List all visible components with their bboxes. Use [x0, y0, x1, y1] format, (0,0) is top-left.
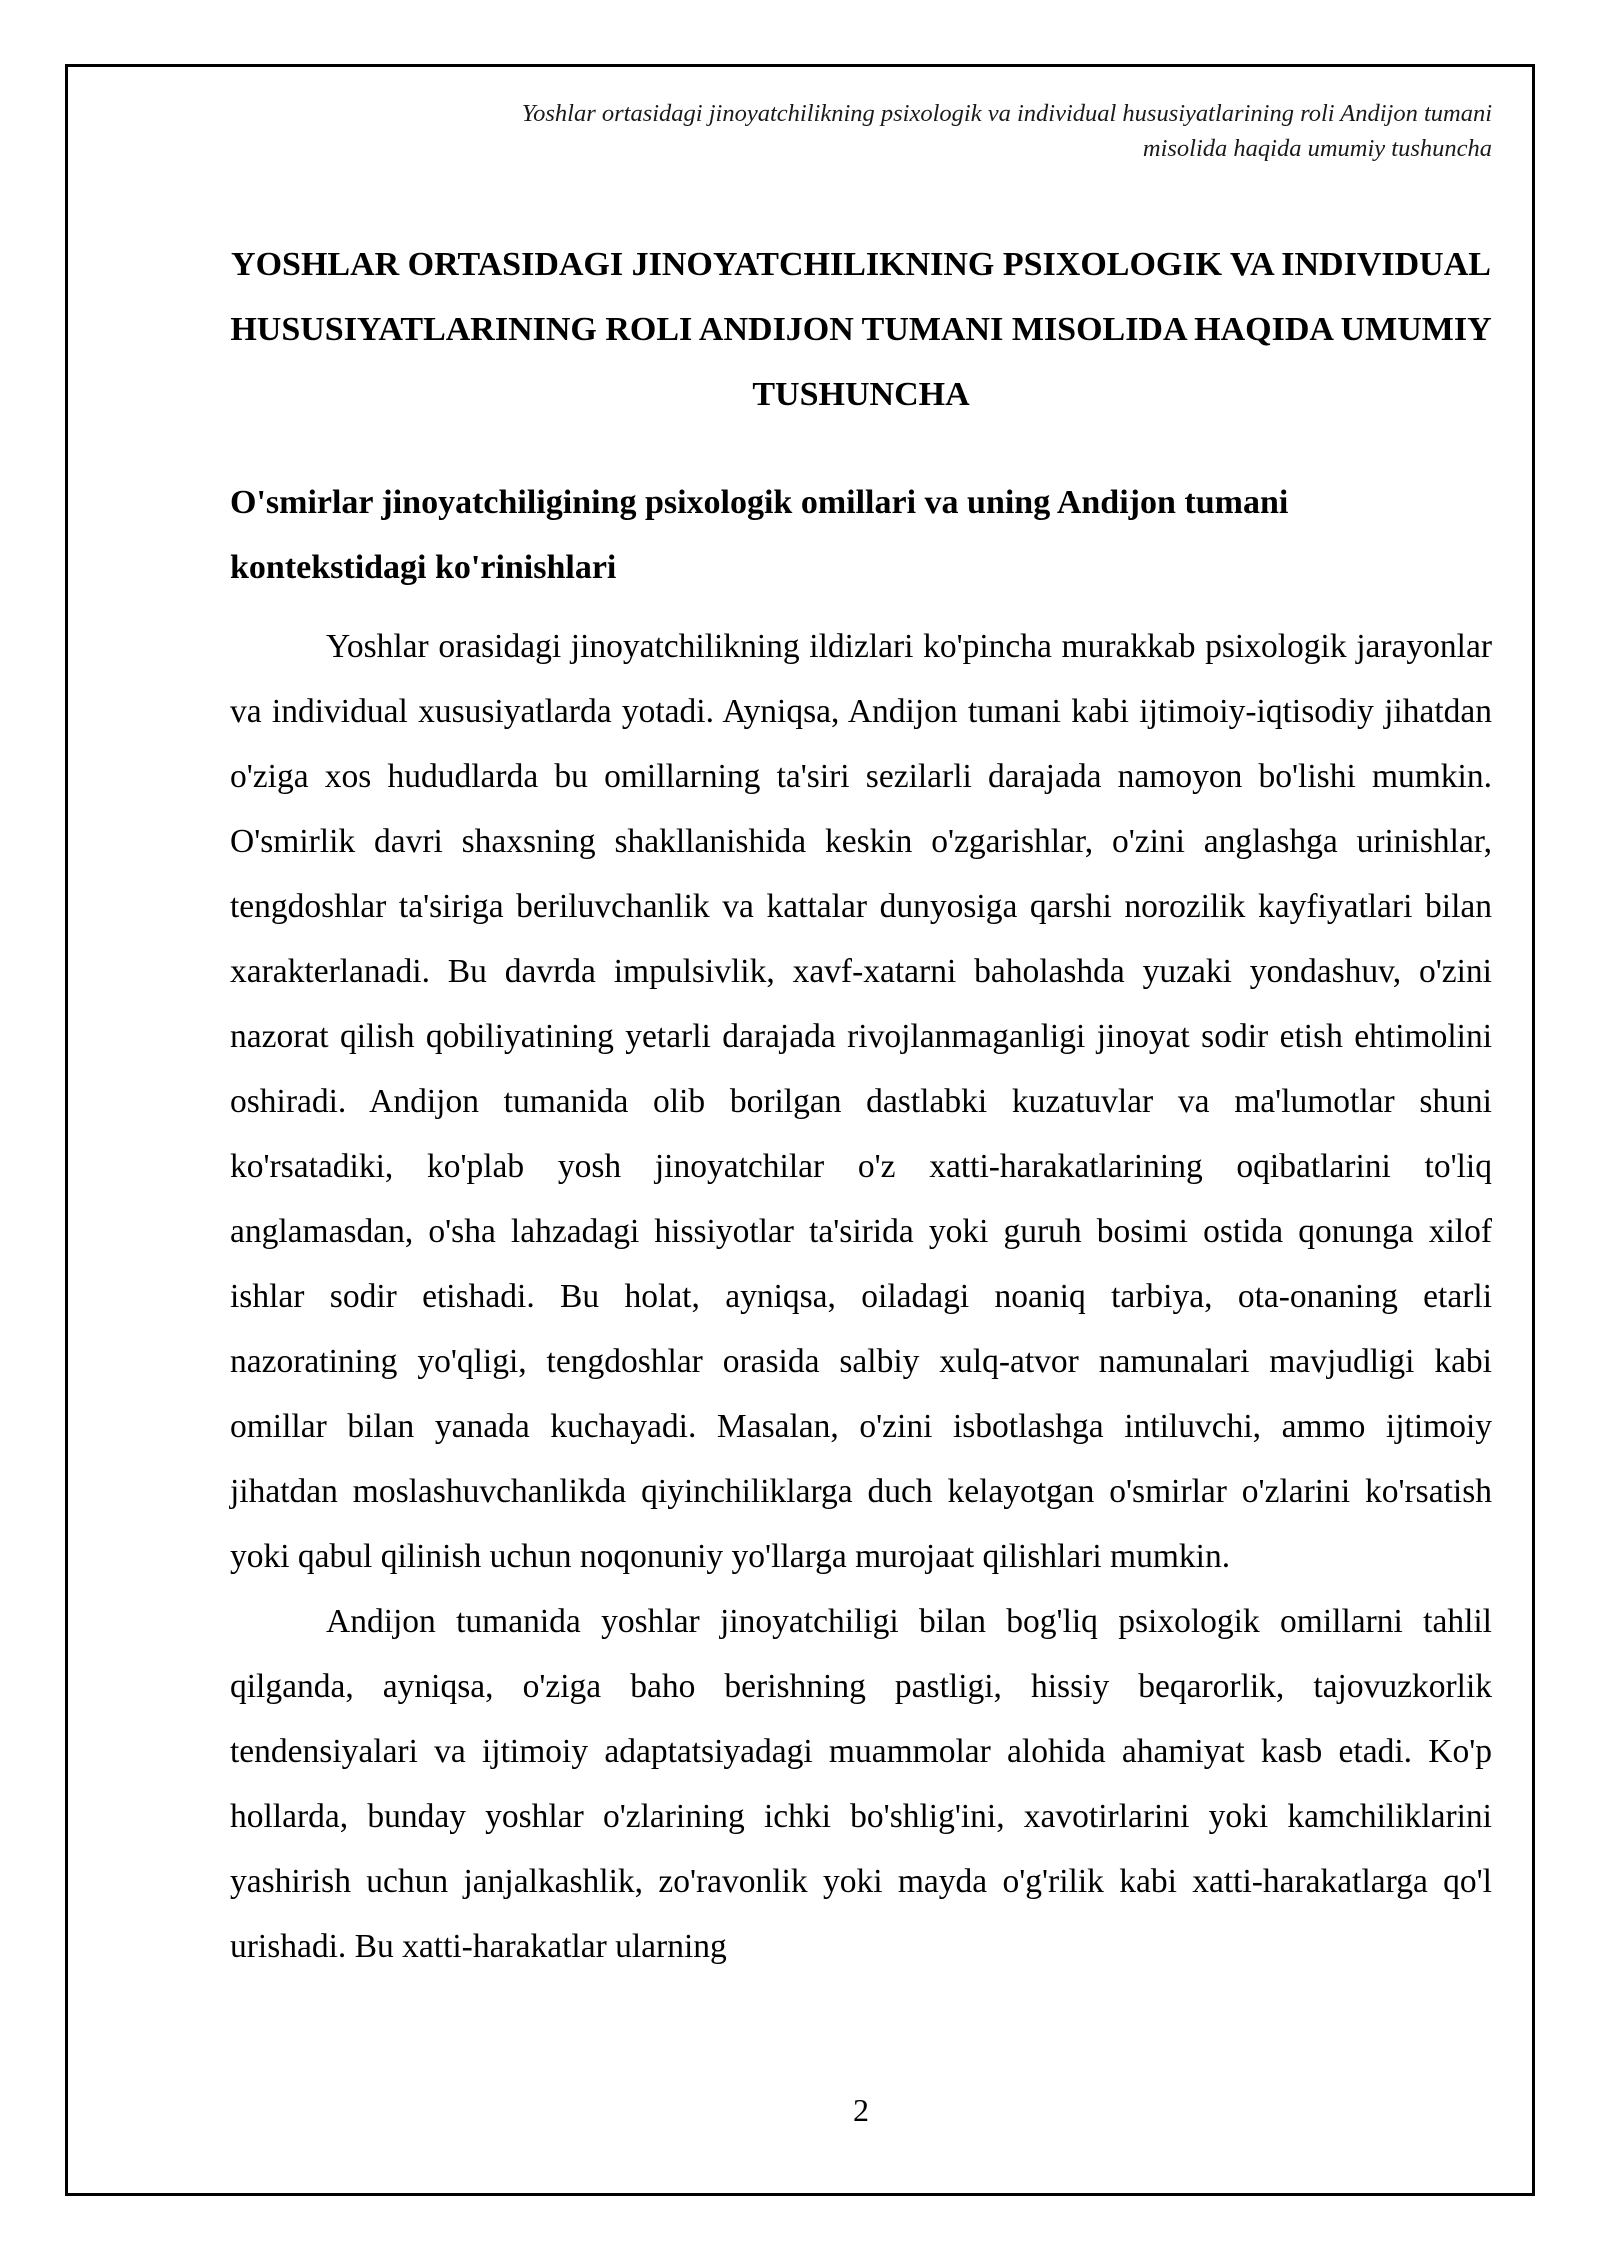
running-header	[230, 96, 1492, 166]
running-header-line-2: misolida haqida umumiy tushuncha	[1142, 135, 1492, 162]
paragraph: Yoshlar orasidagi jinoyatchilikning ildizlari ko'pincha murakkab psixologik jarayonlar va individual xususiyatlarda yotadi. Ayniqsa, Andijon tumani kabi ijtimoiy-iqtisodiy jihatdan o'ziga xos hududlarda bu omillarning ta'siri sezilarli darajada namoyon bo'lishi mumkin. O'smirlik davri shaxsning shakllanishida keskin o'zgarishlar, o'zini anglashga urinishlar, tengdoshlar ta'siriga beriluvchanlik va kattalar dunyosiga qarshi norozilik kayfiyatlari bilan xarakterlanadi. Bu davrda impulsivlik, xavf-xatarni baholashda yuzaki yondashuv, o'zini nazorat qilish qobiliyatining yetarli darajada rivojlanmaganligi jinoyat sodir etish ehtimolini oshiradi. Andijon tumanida olib borilgan dastlabki kuzatuvlar va ma'lumotlar shuni ko'rsatadiki, ko'plab yosh jinoyatchilar o'z xatti-harakatlarining oqibatlarini to'liq anglamasdan, o'sha lahzadagi hissiyotlar ta'sirida yoki guruh bosimi ostida qonunga xilof ishlar sodir etishadi. Bu holat, ayniqsa, oiladagi noaniq tarbiya, ota-onaning etarli nazoratining yo'qligi, tengdoshlar orasida salbiy xulq-atvor namunalari mavjudligi kabi omillar bilan yanada kuchayadi. Masalan, o'zini isbotlashga intiluvchi, ammo ijtimoiy jihatdan moslashuvchanlikda qiyinchiliklarga duch kelayotgan o'smirlar o'zlarini ko'rsatish yoki qabul qilinish uchun noqonuniy yo'llarga murojaat qilishlari mumkin.	[230, 628, 1492, 1575]
body-text	[230, 614, 1492, 1979]
running-header-line-1: Yoshlar ortasidagi jinoyatchilikning psixologik va individual hususiyatlarining roli Andijon tumani	[521, 100, 1492, 127]
paragraph: Andijon tumanida yoshlar jinoyatchiligi bilan bog'liq psixologik omillarni tahlil qilganda, ayniqsa, o'ziga baho berishning pastligi, hissiy beqarorlik, tajovuzkorlik tendensiyalari va ijtimoiy adaptatsiyadagi muammolar alohida ahamiyat kasb etadi. Ko'p hollarda, bunday yoshlar o'zlarining ichki bo'shlig'ini, xavotirlarini yoki kamchiliklarini yashirish uchun janjalkashlik, zo'ravonlik yoki mayda o'g'rilik kabi xatti-harakatlarga qo'l urishadi. Bu xatti-harakatlar ularning	[230, 1603, 1492, 1965]
document-title: YOSHLAR ORTASIDAGI JINOYATCHILIKNING PSIXOLOGIK VA INDIVIDUAL HUSUSIYATLARINING ROLI ANDIJON TUMANI MISOLIDA HAQIDA UMUMIY TUSHUNCHA	[230, 246, 1492, 413]
section-heading: O'smirlar jinoyatchiligining psixologik omillari va uning Andijon tumani kontekstidagi ko'rinishlari	[230, 484, 1289, 586]
page-number: 2	[853, 2092, 869, 2128]
